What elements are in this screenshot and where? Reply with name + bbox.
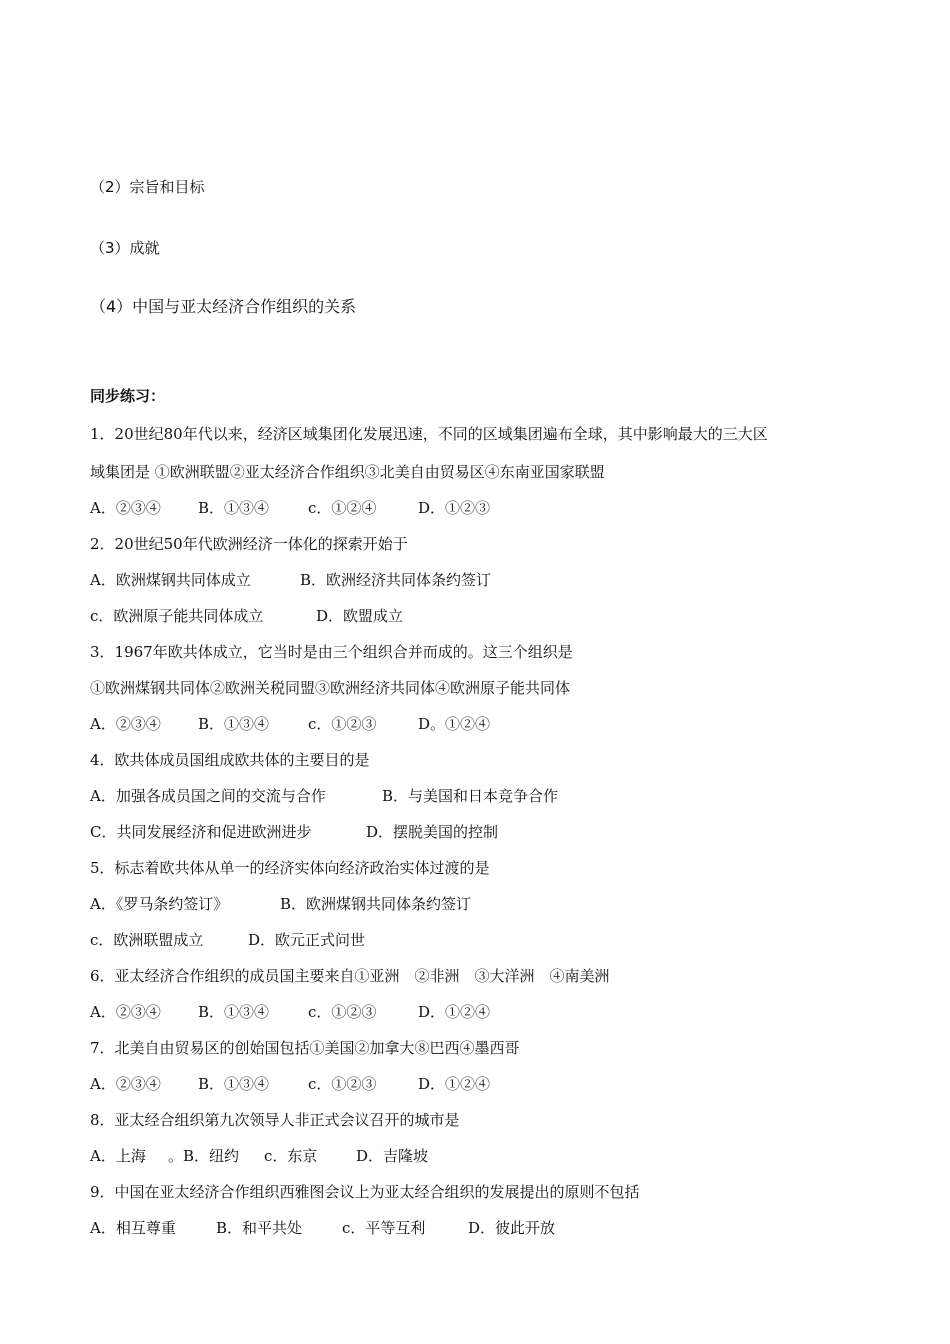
- option-a: A．上海: [90, 1147, 146, 1165]
- option-b: B．①③④: [198, 1075, 270, 1093]
- option-c: c．①②③: [308, 1003, 377, 1021]
- option-d: D．欧元正式问世: [248, 931, 366, 949]
- option-d: D。①②④: [418, 715, 491, 733]
- option-a: A．相互尊重: [90, 1219, 176, 1237]
- option-c: C．共同发展经济和促进欧洲进步: [90, 823, 312, 841]
- option-b: B．欧洲经济共同体条约签订: [300, 571, 492, 589]
- option-c: c．①②③: [308, 715, 377, 733]
- question-7-stem: 7．北美自由贸易区的创始国包括①美国②加拿大⑧巴西④墨西哥: [90, 1039, 520, 1057]
- option-c: c．东京: [264, 1147, 318, 1165]
- question-1-stem-line1: 1．20世纪80年代以来，经济区域集团化发展迅速，不同的区域集团遍布全球，其中影响最大的三大区: [90, 425, 768, 443]
- option-b: B．欧洲煤钢共同体条约签订: [280, 895, 472, 913]
- section-item-4: （4）中国与亚太经济合作组织的关系: [90, 297, 357, 316]
- question-3-stem: 3．1967年欧共体成立，它当时是由三个组织合并而成的。这三个组织是: [90, 643, 573, 661]
- question-1-options: [90, 498, 490, 518]
- question-9-stem: 9．中国在亚太经济合作组织西雅图会议上为亚太经合组织的发展提出的原则不包括: [90, 1183, 640, 1201]
- question-4-stem: 4．欧共体成员国组成欧共体的主要目的是: [90, 751, 370, 769]
- option-a: A．②③④: [90, 715, 161, 733]
- practice-heading: 同步练习：: [90, 387, 166, 405]
- option-b: 。B．纽约: [168, 1147, 240, 1165]
- question-3-options: [90, 714, 490, 734]
- option-a: A．欧洲煤钢共同体成立: [90, 571, 251, 589]
- option-d: D．欧盟成立: [316, 607, 404, 625]
- option-b: B．①③④: [198, 499, 270, 517]
- option-c: c．①②③: [308, 1075, 377, 1093]
- section-item-2: （2）宗旨和目标: [90, 178, 205, 196]
- option-d: D．①②④: [418, 1003, 491, 1021]
- option-c: c．①②④: [308, 499, 377, 517]
- question-4-options-row1: [90, 786, 558, 806]
- question-2-stem: 2．20世纪50年代欧洲经济一体化的探索开始于: [90, 535, 408, 553]
- question-4-options-row2: [90, 822, 498, 842]
- option-b: B．①③④: [198, 715, 270, 733]
- question-6-options: [90, 1002, 490, 1022]
- question-5-options-row1: [90, 894, 471, 914]
- option-a: A．②③④: [90, 499, 161, 517]
- option-a: A．②③④: [90, 1003, 161, 1021]
- option-a: A．加强各成员国之间的交流与合作: [90, 787, 326, 805]
- option-d: D．吉隆坡: [356, 1147, 429, 1165]
- option-d: D．彼此开放: [468, 1219, 556, 1237]
- question-8-options: [90, 1146, 428, 1166]
- question-3-items: ①欧洲煤钢共同体②欧洲关税同盟③欧洲经济共同体④欧洲原子能共同体: [90, 679, 571, 697]
- question-8-stem: 8．亚太经合组织第九次领导人非正式会议召开的城市是: [90, 1111, 460, 1129]
- question-2-options-row1: [90, 570, 491, 590]
- question-1-stem-line2: 域集团是 ①欧洲联盟②亚太经济合作组织③北美自由贸易区④东南亚国家联盟: [90, 463, 605, 481]
- option-d: D．①②④: [418, 1075, 491, 1093]
- option-a: A．《罗马条约签订》: [90, 895, 229, 913]
- question-5-options-row2: [90, 930, 365, 950]
- section-item-3: （3）成就: [90, 239, 160, 257]
- question-9-options: [90, 1218, 555, 1238]
- option-b: B．和平共处: [216, 1219, 303, 1237]
- question-6-stem: 6．亚太经济合作组织的成员国主要来自①亚洲 ②非洲 ③大洋洲 ④南美洲: [90, 967, 610, 985]
- option-d: D．①②③: [418, 499, 491, 517]
- option-c: c．欧洲原子能共同体成立: [90, 607, 264, 625]
- option-b: B．①③④: [198, 1003, 270, 1021]
- question-2-options-row2: [90, 606, 403, 626]
- option-a: A．②③④: [90, 1075, 161, 1093]
- option-c: c．欧洲联盟成立: [90, 931, 204, 949]
- question-5-stem: 5．标志着欧共体从单一的经济实体向经济政治实体过渡的是: [90, 859, 490, 877]
- option-c: c．平等互利: [342, 1219, 426, 1237]
- option-b: B．与美国和日本竞争合作: [382, 787, 559, 805]
- option-d: D．摆脱美国的控制: [366, 823, 499, 841]
- question-7-options: [90, 1074, 490, 1094]
